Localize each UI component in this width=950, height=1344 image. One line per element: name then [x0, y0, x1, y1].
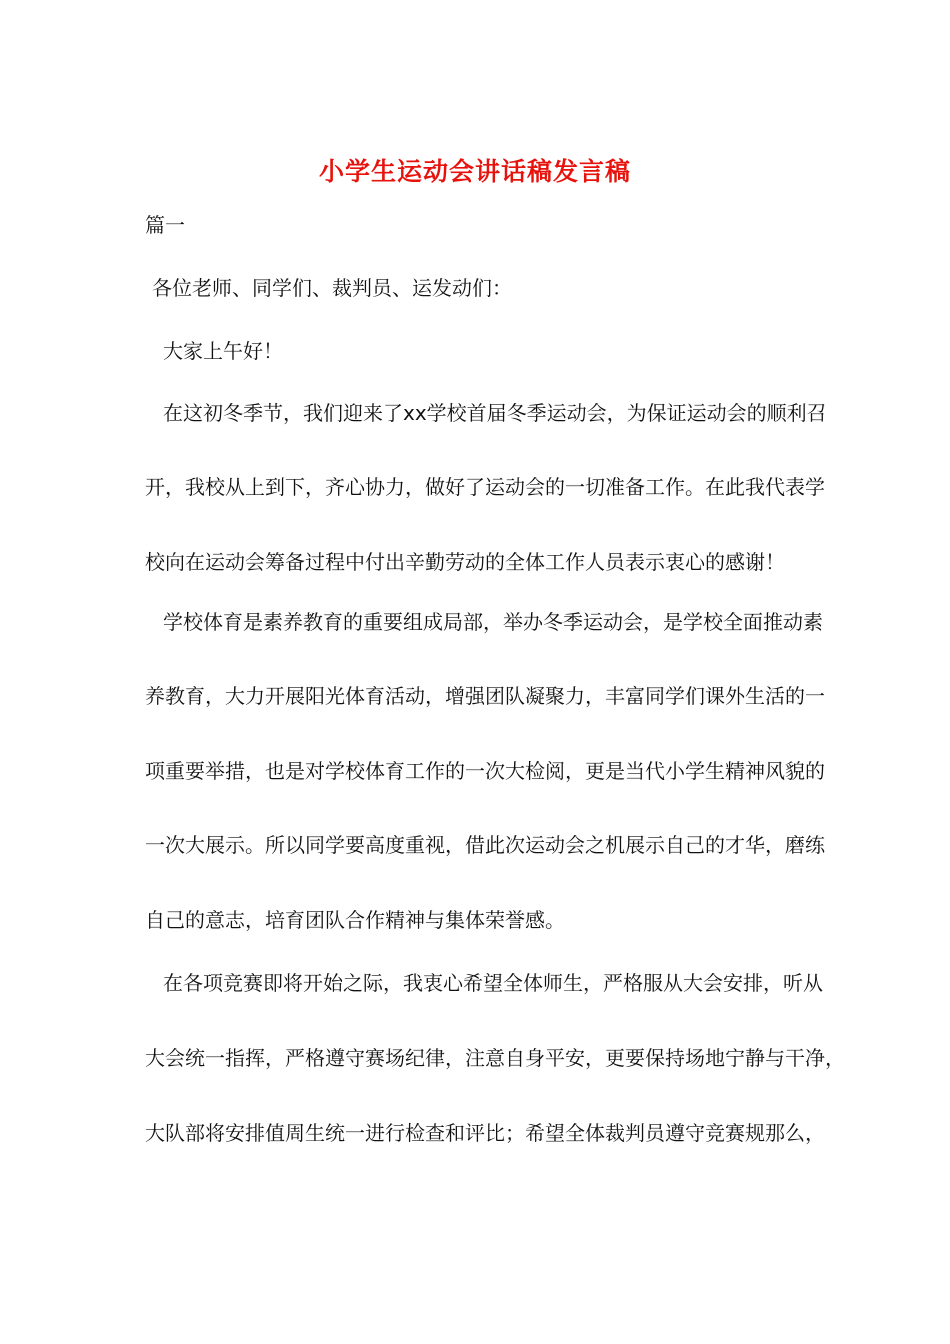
- paragraph-line: 在各项竞赛即将开始之际，我衷心希望全体师生，严格服从大会安排，听从: [163, 971, 823, 995]
- paragraph-line: 大会统一指挥，严格遵守赛场纪律，注意自身平安，更要保持场地宁静与干净，: [145, 1046, 845, 1070]
- greeting-line: 大家上午好！: [163, 339, 283, 363]
- paragraph-line: 大队部将安排值周生统一进行检查和评比；希望全体裁判员遵守竞赛规那么，: [145, 1121, 825, 1145]
- paragraph-line: 在这初冬季节，我们迎来了xx学校首届冬季运动会，为保证运动会的顺利召: [163, 401, 827, 425]
- paragraph-line: 自己的意志，培育团队合作精神与集体荣誉感。: [145, 908, 565, 932]
- section-heading: 篇一: [145, 213, 185, 237]
- paragraph-line: 学校体育是素养教育的重要组成局部，举办冬季运动会，是学校全面推动素: [163, 610, 823, 634]
- paragraph-line: 养教育，大力开展阳光体育活动，增强团队凝聚力，丰富同学们课外生活的一: [145, 684, 825, 708]
- paragraph-line: 开，我校从上到下，齐心协力，做好了运动会的一切准备工作。在此我代表学: [145, 475, 825, 499]
- paragraph-line: 校向在运动会筹备过程中付出辛勤劳动的全体工作人员表示衷心的感谢！: [145, 550, 785, 574]
- document-title: 小学生运动会讲话稿发言稿: [318, 157, 631, 186]
- salutation-line: 各位老师、同学们、裁判员、运发动们：: [152, 276, 512, 300]
- paragraph-line: 一次大展示。所以同学要高度重视，借此次运动会之机展示自己的才华，磨练: [145, 833, 825, 857]
- paragraph-line: 项重要举措，也是对学校体育工作的一次大检阅，更是当代小学生精神风貌的: [145, 759, 825, 783]
